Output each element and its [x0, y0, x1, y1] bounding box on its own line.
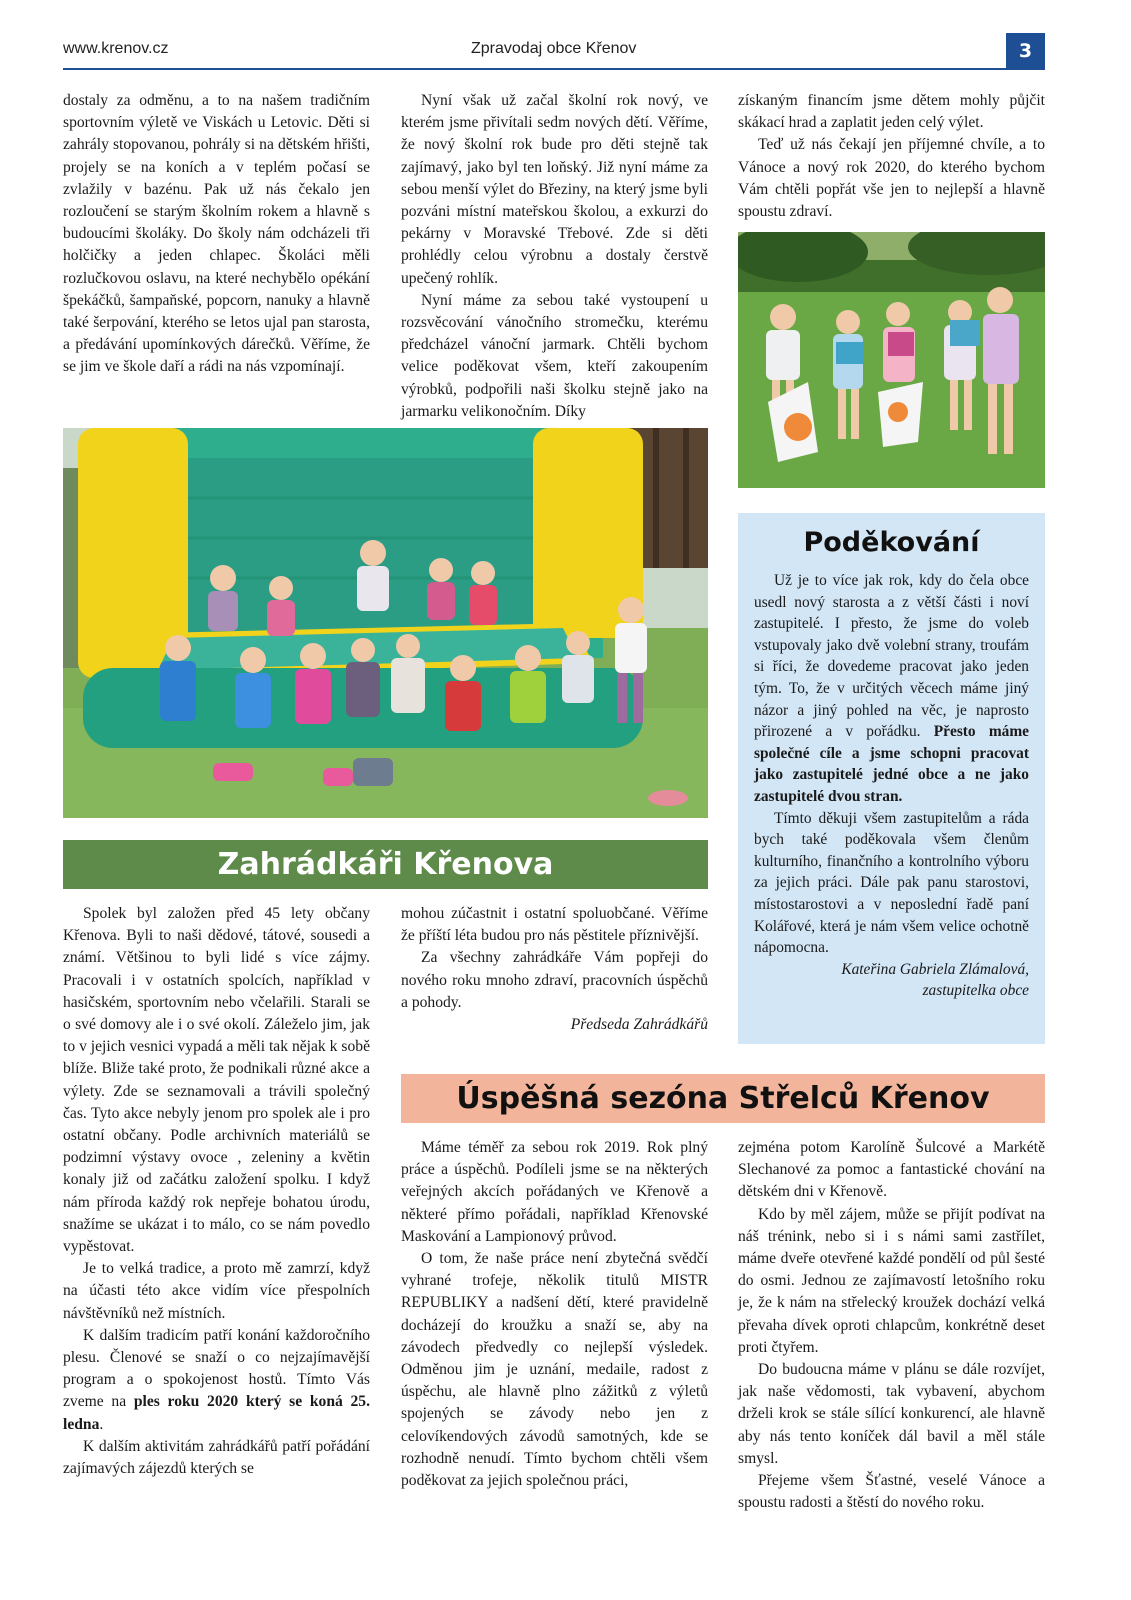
bouncy-castle-photo — [63, 428, 708, 818]
gardeners-heading: Zahrádkáři Křenova — [63, 840, 708, 889]
kindergarten-column-2 — [401, 90, 708, 423]
paragraph: zejména potom Karolíně Šulcové a Markétě Slechanové za pomoc a fantastické chování na dětském dni v Křenově. — [738, 1139, 1045, 1201]
paragraph: získaným financím jsme dětem mohly půjčit skákací hrad a zaplatit jeden celý výlet. — [738, 92, 1045, 132]
thanks-paragraph: Už je to více jak rok, kdy do čela obce usedl nový starosta a z větší části i noví zastupitelé. I přesto, že jsme do voleb vstupovaly jako dvě volební strany, troufám si říci, že dovedeme pracovat jako jeden tým. To, že v určitých věcech máme jiný názor a jiný pohled na věc, je naprosto přirozené a v pořádku. — [754, 572, 1029, 741]
website-url[interactable]: www.krenov.cz — [63, 40, 169, 57]
paragraph: mohou zúčastnit i ostatní spoluobčané. Věříme že příští léta budou pro nás pěstitele příznivější. — [401, 905, 708, 945]
thanks-text — [754, 570, 1029, 1002]
gardeners-column-2 — [401, 903, 708, 1036]
newsletter-title: Zpravodaj obce Křenov — [471, 40, 637, 57]
paragraph: Přejeme všem Šťastné, veselé Vánoce a spoustu radosti a štěstí do nového roku. — [738, 1472, 1045, 1512]
shooters-column-2 — [738, 1137, 1045, 1514]
shooters-heading: Úspěšná sezóna Střelců Křenov — [401, 1074, 1045, 1123]
page-number: 3 — [1006, 33, 1045, 69]
thanks-box — [738, 513, 1045, 1044]
paragraph: Do budoucna máme v plánu se dále rozvíjet, jak naše vědomosti, tak vybavení, abychom drželi krok se stále sílící konkurencí, ale hlavně aby nás tento koníček dál bavil a měl stále smysl. — [738, 1361, 1045, 1467]
paragraph: Spolek byl založen před 45 lety občany Křenova. Byli to naši dědové, tátové, sousedi a známí. Většinou to byli lidé s více zájmy. Pracovali i v ostatních spolcích, například v hasičském, sportovním nebo včelařili. Starali se o své domovy ale i o své okolí. Záleželo jim, jak to v jejich vesnici vypadá a měli tak nějak k sobě blíže. Bliže také proto, že podnikali různé akce a výlety. Zde se seznamovali a trávili společný čas. Tyto akce nebyly jenom pro spolek ale i pro ostatní občany. Podle archivních materiálů se podzimní výstavy ovoce , zeleniny a květin konaly již od začátku založení spolku. I když nám příroda každý rok nepřeje bohatou úrodu, snažíme se ukázat i to málo, co se nám povedlo vypěstovat. — [63, 905, 370, 1256]
kindergarten-column-3 — [738, 90, 1045, 223]
paragraph: dostaly za odměnu, a to na našem tradičním sportovním výletě ve Viskách u Letovic. Děti si zahrály stopovanou, pohrály si na dětském hřišti, projely se na koních a v teplém počasí se zvlažily v bazénu. Pak už nás čekalo jen rozloučení se starým školním rokem a hlavně s budoucími školáky. Do školy nám odcházeli tři holčičky a jeden chlapec. Školáci měli rozlučkovou oslavu, na které nechybělo opékání špekáčků, šampaňské, popcorn, nanuky a hlavně také šerpování, kterého se letos ujal pan starosta, a předávání upomínkových dárečků. Věříme, že se jim ve škole daří a rádi na nás vzpomínají. — [63, 92, 370, 376]
thanks-title: Poděkování — [803, 527, 980, 558]
gardeners-signature: Předseda Zahrádkářů — [570, 1016, 708, 1034]
thanks-bold-statement: Přesto máme společné cíle a jsme schopni pracovat jako zastupitelé jedné obce a ne jako zastupitelé dvou stran. — [754, 723, 1029, 805]
paragraph: Máme téměř za sebou rok 2019. Rok plný práce a úspěchů. Podíleli jsme se na některých veřejných akcích pořádaných ve Křenově a některé přímo pořádali, například Křenovské Maskování a Lampionový průvod. — [401, 1139, 708, 1245]
paragraph: Kdo by měl zájem, může se přijít podívat na náš trénink, nebo si i s námi sami zastřílet, máme dveře otevřené každé pondělí od půl šesté do osmi. Jednou ze zajímavostí letošního roku je, že k nám na střelecký kroužek dochází velká převaha dívek oproti chlapcům, konkrétně deset proti čtyřem. — [738, 1205, 1045, 1356]
children-gifts-photo — [738, 232, 1045, 488]
paragraph: K dalším tradicím patří konání každoročního plesu. Členové se snaží o co nejzajímavější program a o spokojenost hostů. Tímto Vás zveme na — [63, 1326, 370, 1411]
signature-name: Kateřina Gabriela Zlámalová, — [841, 960, 1029, 978]
signature-role: zastupitelka obce — [922, 982, 1029, 1000]
shooters-column-1 — [401, 1137, 708, 1492]
paragraph-end: . — [99, 1415, 104, 1433]
paragraph: K dalším aktivitám zahrádkářů patří pořádání zajímavých zájezdů kterých se — [63, 1437, 370, 1478]
gardeners-column-1 — [63, 903, 370, 1480]
paragraph: Za všechny zahrádkáře Vám popřeji do nového roku mnoho zdraví, pracovních úspěchů a pohody. — [401, 949, 708, 1011]
ball-invitation: ples roku 2020 který se koná 25. ledna — [63, 1393, 370, 1433]
header-rule — [63, 68, 1045, 70]
paragraph: Nyní však už začal školní rok nový, ve kterém jsme přivítali sedm nových dětí. Věříme, že nový školní rok bude pro děti stejně tak zajímavý, jako byl ten loňský. Již nyní máme za sebou menší výlet do Březiny, na který jsme byli pozváni místní mateřskou školou, a exkurzi do pekárny v Moravské Třebové. Zde si děti prohlédly celou výrobnu a dostaly čerstvě upečený rohlík. — [401, 92, 708, 287]
kindergarten-column-1 — [63, 90, 370, 379]
paragraph: Je to velká tradice, a proto mě zamrzí, když na účasti této akce vidím více přespolních návštěvníků než místních. — [63, 1260, 370, 1322]
paragraph: Teď už nás čekají jen příjemné chvíle, a to Vánoce a nový rok 2020, do kterého bychom Vám chtěli popřát vše jen to nejlepší a hlavně spoustu zdraví. — [738, 136, 1045, 221]
paragraph: Nyní máme za sebou také vystoupení u rozsvěcování vánočního stromečku, kterému předcházel vánoční jarmark. Chtěli bychom velice poděkovat všem, kteří zakoupením výrobků, podpořili naši školku stejně jako na jarmarku velikonočním. Díky — [401, 291, 708, 420]
thanks-paragraph-2: Tímto děkuji všem zastupitelům a ráda bych také poděkovala všem členům kulturního, finančního a kontrolního výboru za jejich práci. Dále pak panu starostovi, místostarostovi a v neposlední řadě paní Kolářové, která je nám všem velice ochotně nápomocna. — [754, 809, 1029, 957]
paragraph: O tom, že naše práce není zbytečná svědčí vyhrané trofeje, několik titulů MISTR REPUBLIKY a nadšení dětí, které pravidelně docházejí do kroužku a snaží se, aby na závodech předvedly co nejlepší výsledek. Odměnou jim je uznání, medaile, radost z úspěchu, ale hlavně plno zážitků z výletů spojených se závody nebo jen z celovíkendových závodů samotných, kde se rozhodně nenudí. Tímto bychom chtěli všem poděkovat za jejich společnou práci, — [401, 1250, 708, 1490]
